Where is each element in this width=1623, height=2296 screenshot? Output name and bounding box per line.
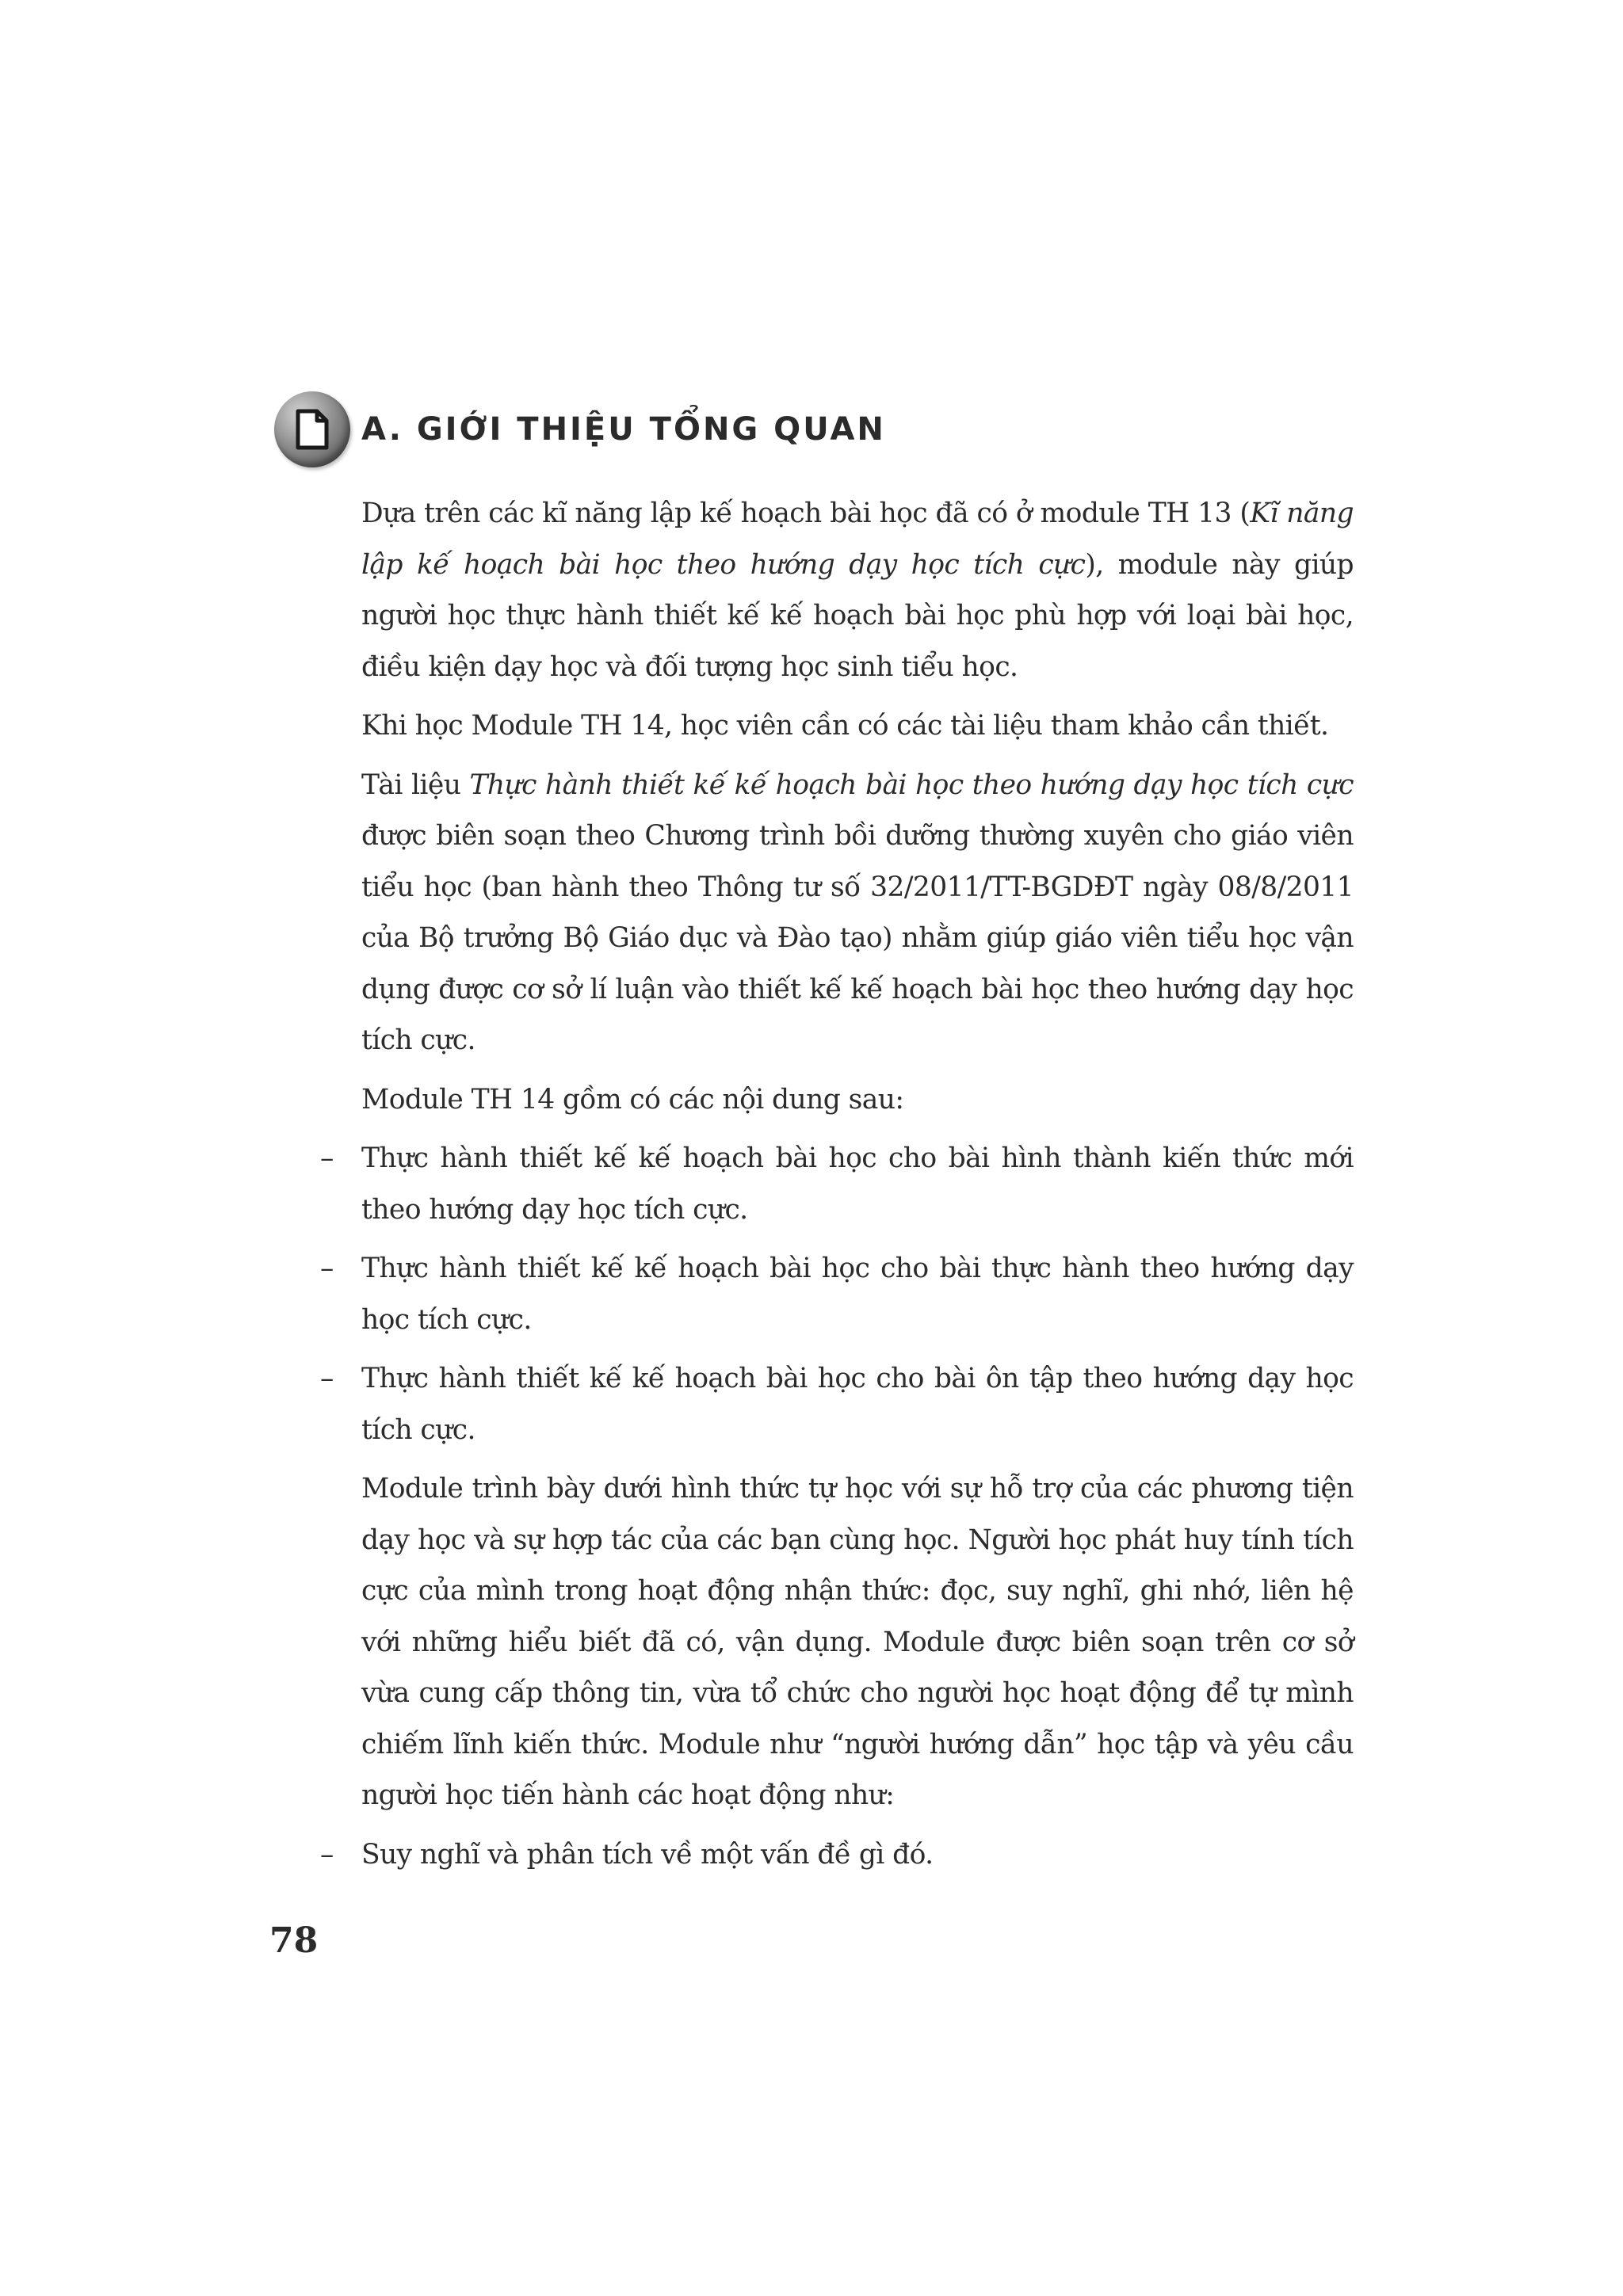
paragraph-document: Tài liệu Thực hành thiết kế kế hoạch bài học theo hướng dạy học tích cực được biên soạn theo Chương trình bồi dưỡng thường xuyên cho giáo viên tiểu học (ban hành theo Thông tư số 32/2011/TT-BGDĐT ngày 08/8/2011 của Bộ trưởng Bộ Giáo dục và Đào tạo) nhằm giúp giáo viên tiểu học vận dụng được cơ sở lí luận vào thiết kế kế hoạch bài học theo hướng dạy học tích cực. bbox=[361, 769, 1354, 1056]
page-number: 78 bbox=[269, 1920, 319, 1961]
section-title: A. GIỚI THIỆU TỔNG QUAN bbox=[361, 411, 886, 448]
document-title: Thực hành thiết kế kế hoạch bài học theo hướng dạy học tích cực bbox=[469, 769, 1354, 801]
paragraph-self-study: Module trình bày dưới hình thức tự học với sự hỗ trợ của các phương tiện dạy học và sự hợp tác của các bạn cùng học. Người học phát huy tính tích cực của mình trong hoạt động nhận thức: đọc, suy nghĩ, ghi nhớ, liên hệ với những hiểu biết đã có, vận dụng. Module được biên soạn trên cơ sở vừa cung cấp thông tin, vừa tổ chức cho người học hoạt động để tự mình chiếm lĩnh kiến thức. Module như “người hướng dẫn” học tập và yêu cầu người học tiến hành các hoạt động như: bbox=[361, 1473, 1354, 1811]
list-item: – Thực hành thiết kế kế hoạch bài học cho bài hình thành kiến thức mới theo hướng dạy học tích cực. bbox=[361, 1133, 1354, 1235]
document-icon-glyph bbox=[292, 406, 333, 452]
list-item: – Suy nghĩ và phân tích về một vấn đề gì đó. bbox=[361, 1829, 1354, 1881]
dash-marker: – bbox=[320, 1838, 334, 1871]
section-header bbox=[274, 391, 886, 467]
paragraph-references: Khi học Module TH 14, học viên cần có các tài liệu tham khảo cần thiết. bbox=[361, 710, 1329, 742]
dash-marker: – bbox=[320, 1253, 334, 1284]
body-text bbox=[320, 488, 1354, 1888]
dash-marker: – bbox=[320, 1142, 334, 1174]
document-icon bbox=[274, 391, 350, 467]
list-item: – Thực hành thiết kế kế hoạch bài học cho bài thực hành theo hướng dạy học tích cực. bbox=[361, 1243, 1354, 1345]
dash-marker: – bbox=[320, 1363, 334, 1394]
paragraph-contents-intro: Module TH 14 gồm có các nội dung sau: bbox=[361, 1083, 904, 1116]
list-item: – Thực hành thiết kế kế hoạch bài học cho bài ôn tập theo hướng dạy học tích cực. bbox=[361, 1353, 1354, 1455]
paragraph-intro: Dựa trên các kĩ năng lập kế hoạch bài học đã có ở module TH 13 (Kĩ năng lập kế hoạch bài học theo hướng dạy học tích cực), module này giúp người học thực hành thiết kế kế hoạch bài học phù hợp với loại bài học, điều kiện dạy học và đối tượng học sinh tiểu học. bbox=[361, 498, 1354, 683]
module-th13-title: Kĩ năng lập kế hoạch bài học theo hướng dạy học tích cực bbox=[361, 498, 1354, 581]
